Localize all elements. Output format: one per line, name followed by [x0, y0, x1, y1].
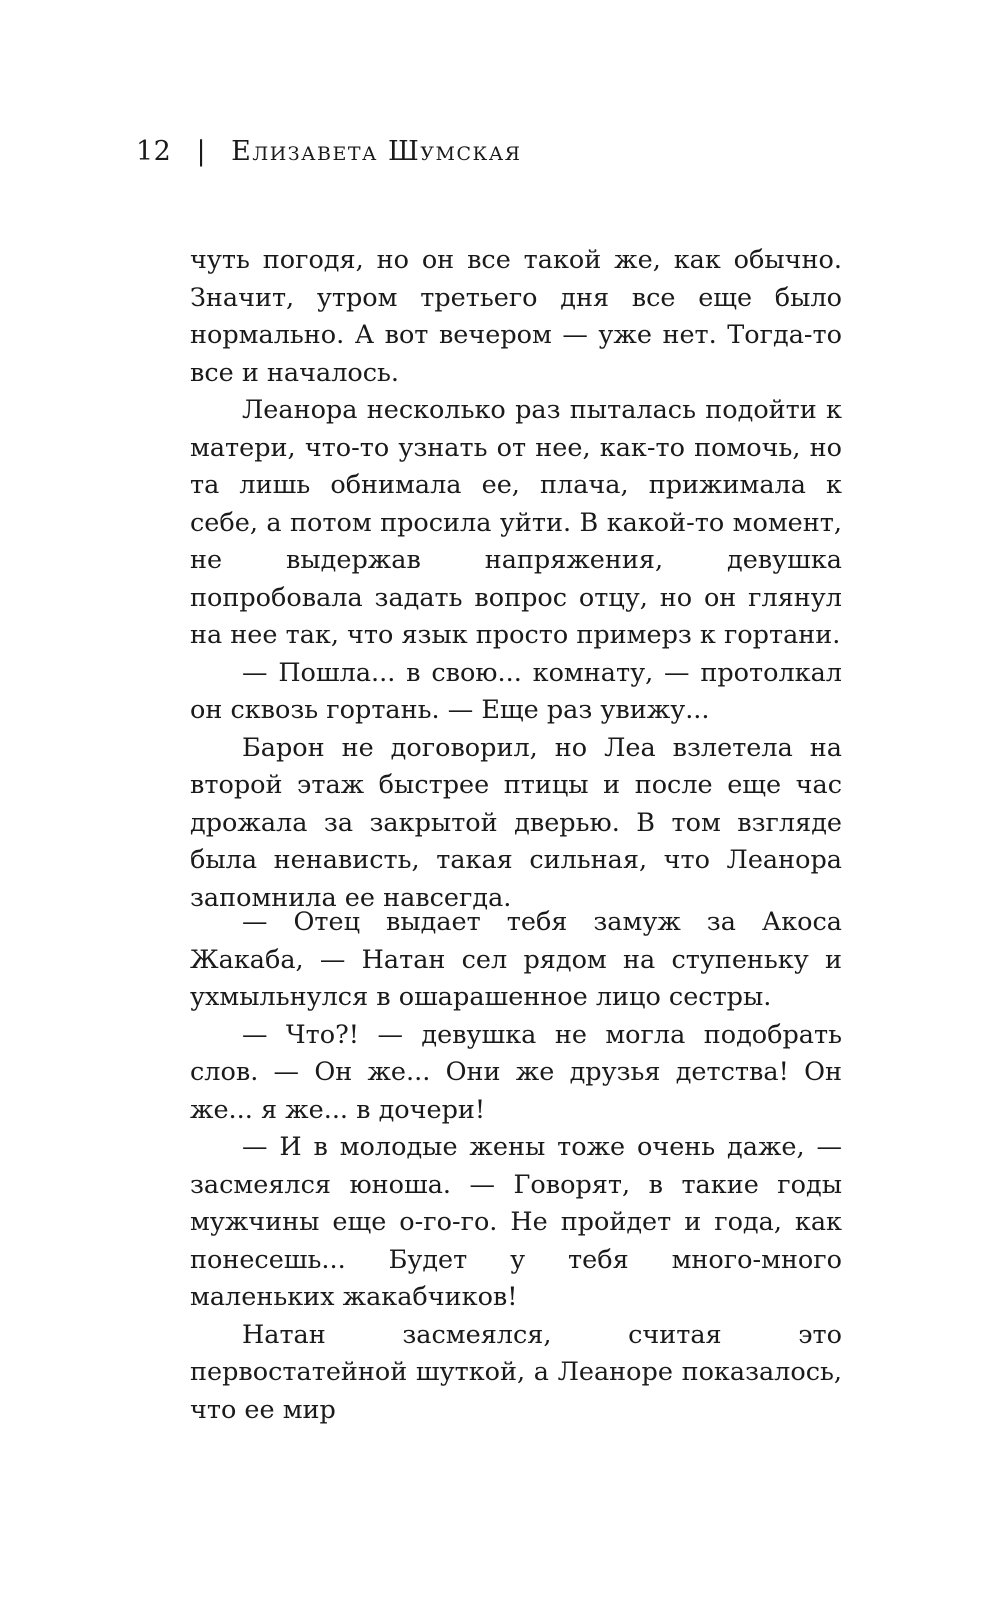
- header-separator: |: [196, 136, 207, 167]
- author-name: Елизавета Шумская: [231, 136, 522, 167]
- paragraph: — Пошла... в свою... комнату, — протолкал он сквозь гортань. — Еще раз увижу...: [190, 657, 842, 725]
- paragraph: Барон не договорил, но Леа взлетела на второй этаж быстрее птицы и после еще час дрожала за закрытой дверью. В том взгляде была ненависть, такая сильная, что Леанора запомнила ее навсегда.: [190, 732, 842, 913]
- paragraph: чуть погодя, но он все такой же, как обычно. Значит, утром третьего дня все еще было нормально. А вот вечером — уже нет. Тогда-то все и началось.: [190, 245, 842, 388]
- text-section-1: [190, 242, 842, 917]
- running-header: [136, 136, 521, 167]
- page-number: 12: [136, 136, 172, 167]
- paragraph: Леанора несколько раз пыталась подойти к матери, что-то узнать от нее, как-то помочь, но та лишь обнимала ее, плача, прижимала к себе, а потом просила уйти. В какой-то момент, не выдержав напряжения, девушка попробовала задать вопрос отцу, но он глянул на нее так, что язык просто примерз к гортани.: [190, 395, 842, 650]
- paragraph: Натан засмеялся, считая это первостатейной шуткой, а Леаноре показалось, что ее мир: [190, 1319, 842, 1425]
- paragraph: — Что?! — девушка не могла подобрать слов. — Он же... Они же друзья детства! Он же... я же... в дочери!: [190, 1019, 842, 1125]
- paragraph: — И в молодые жены тоже очень даже, — засмеялся юноша. — Говорят, в такие годы мужчины еще о-го-го. Не пройдет и года, как понесешь... Будет у тебя много-много маленьких жакабчиков!: [190, 1132, 842, 1312]
- paragraph: — Отец выдает тебя замуж за Акоса Жакаба, — Натан сел рядом на ступеньку и ухмыльнулся в ошарашенное лицо сестры.: [190, 907, 842, 1012]
- text-section-2: [190, 904, 842, 1429]
